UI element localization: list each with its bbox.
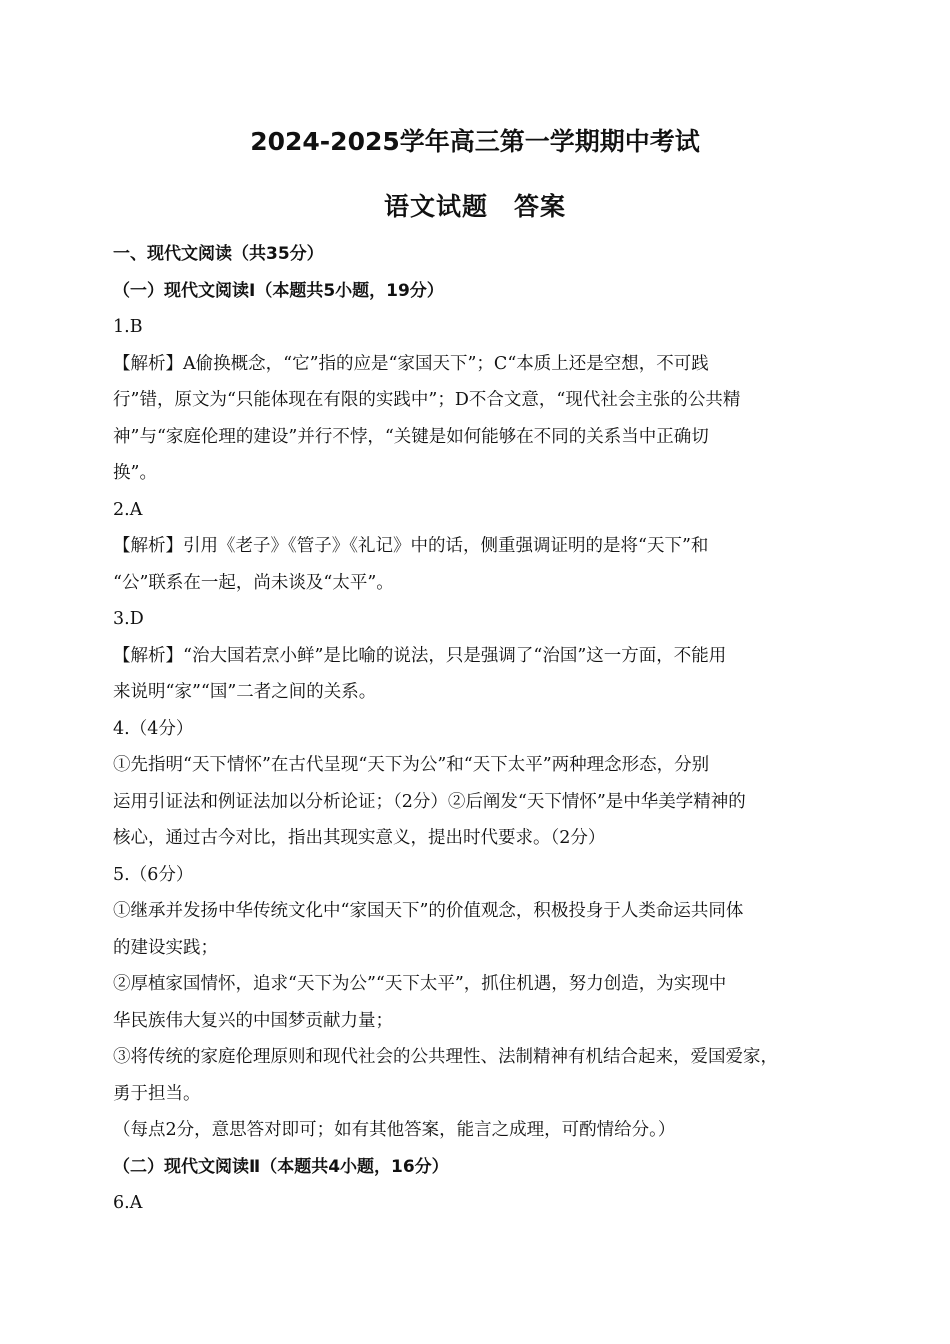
section-heading: （二）现代文阅读Ⅱ（本题共4小题，16分） <box>113 1156 449 1177</box>
answer-line: 【解析】A偷换概念，“它”指的应是“家国天下”；C“本质上还是空想，不可践 <box>113 353 709 374</box>
answer-line: 6.A <box>113 1193 143 1213</box>
answer-line: 【解析】引用《老子》《管子》《礼记》中的话，侧重强调证明的是将“天下”和 <box>113 536 709 556</box>
answer-line: 3.D <box>113 609 144 629</box>
answer-line: 【解析】“治大国若烹小鲜”是比喻的说法，只是强调了“治国”这一方面，不能用 <box>113 645 727 666</box>
section-heading: （一）现代文阅读Ⅰ（本题共5小题，19分） <box>113 280 444 301</box>
answer-line: 行”错，原文为“只能体现在有限的实践中”；D不合文意，“现代社会主张的公共精 <box>113 390 741 410</box>
answer-line: 来说明“家”“国”二者之间的关系。 <box>113 682 377 702</box>
answer-line: 勇于担当。 <box>113 1083 201 1104</box>
answer-body <box>113 236 843 1222</box>
answer-line: 2.A <box>113 499 143 520</box>
answer-line: 华民族伟大复兴的中国梦贡献力量； <box>113 1010 393 1031</box>
answer-line: 运用引证法和例证法加以分析论证；（2分）②后阐发“天下情怀”是中华美学精神的 <box>113 791 746 812</box>
answer-line: ①继承并发扬中华传统文化中“家国天下”的价值观念，积极投身于人类命运共同体 <box>113 901 744 921</box>
answer-line: “公”联系在一起，尚未谈及“太平”。 <box>113 572 394 593</box>
document-subtitle: 语文试题 答案 <box>383 192 566 221</box>
answer-line: ①先指明“天下情怀”在古代呈现“天下为公”和“天下太平”两种理念形态，分别 <box>113 755 710 775</box>
answer-line: 神”与“家庭伦理的建设”并行不悖，“关键是如何能够在不同的关系当中正确切 <box>113 426 709 447</box>
answer-line: 核心，通过古今对比，指出其现实意义，提出时代要求。（2分） <box>113 828 606 848</box>
answer-line: ③将传统的家庭伦理原则和现代社会的公共理性、法制精神有机结合起来，爱国爱家， <box>113 1047 778 1067</box>
answer-line: 5.（6分） <box>113 864 194 885</box>
answer-line: 4.（4分） <box>113 718 194 739</box>
answer-line: ②厚植家国情怀，追求“天下为公”“天下太平”，抓住机遇，努力创造，为实现中 <box>113 974 727 994</box>
answer-line: （每点2分，意思答对即可；如有其他答案，能言之成理，可酌情给分。） <box>113 1120 676 1140</box>
document-title: 2024-2025学年高三第一学期期中考试 <box>250 127 700 156</box>
answer-line: 换”。 <box>113 463 157 483</box>
section-heading: 一、现代文阅读（共35分） <box>113 244 324 264</box>
answer-line: 的建设实践； <box>113 937 218 958</box>
answer-line: 1.B <box>113 317 143 337</box>
